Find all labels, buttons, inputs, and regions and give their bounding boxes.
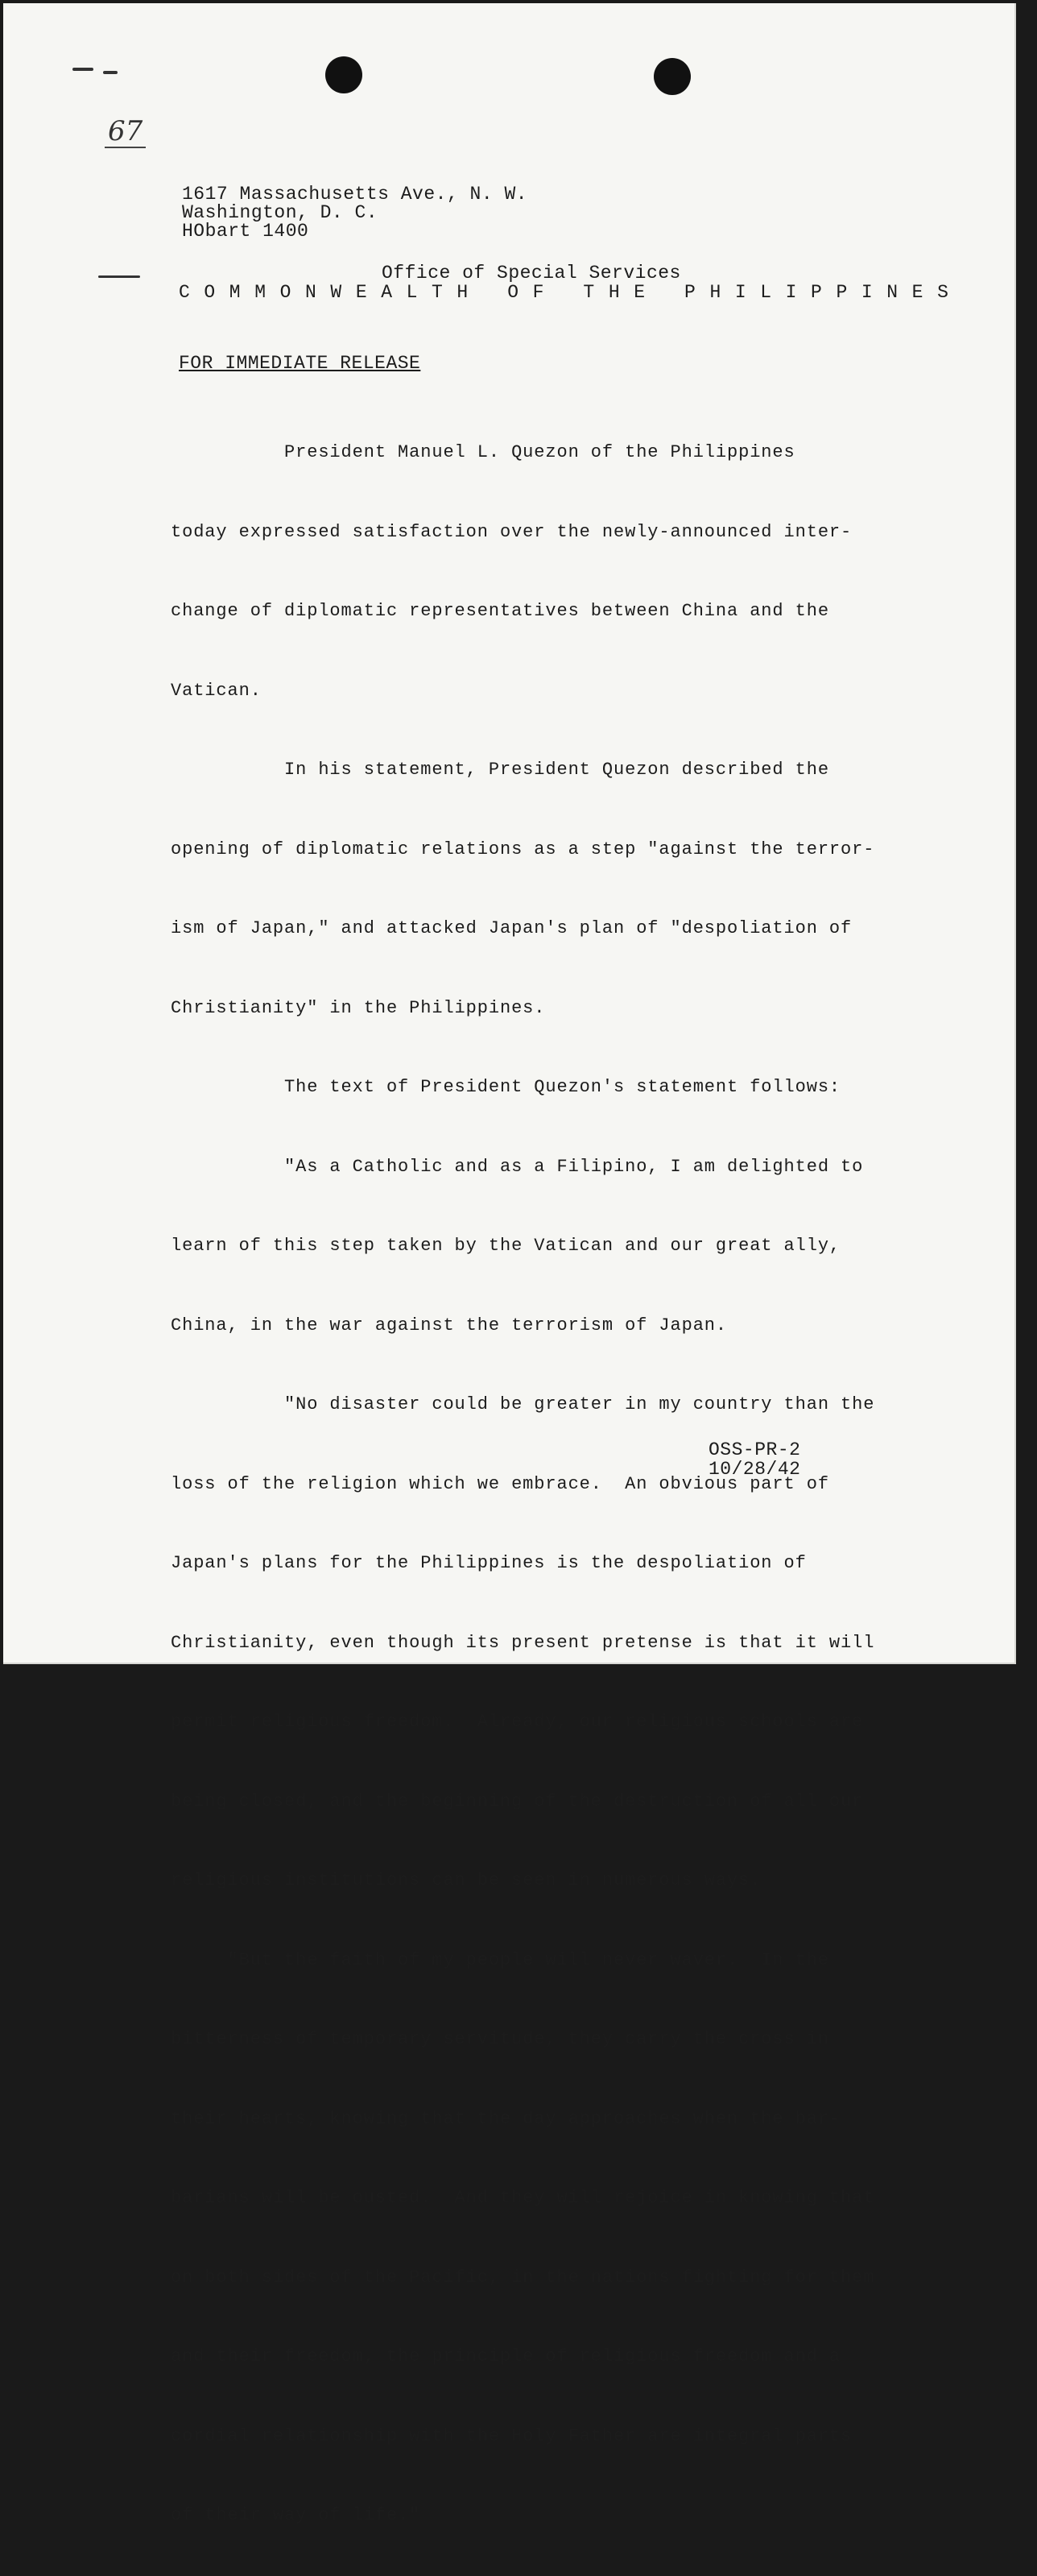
office-title: Office of Special Services	[382, 263, 681, 284]
pencil-mark-left	[98, 275, 140, 278]
organization-title: COMMONWEALTH OF THE PHILIPPINES	[179, 282, 963, 303]
body-line: bitterness of temporary servitude, they carry the cross in	[171, 2029, 829, 2049]
body-line: China, in the war against the terrorism of Japan.	[171, 1315, 728, 1336]
body-line: Christianity" in the Philippines.	[171, 997, 546, 1018]
body-line: "No disaster could be greater in my country than the	[171, 1394, 875, 1414]
body-line: being closed, and the beginning of the destruction of all our	[171, 1791, 864, 1812]
punch-hole-left	[325, 56, 362, 93]
body-line: Christianity, even though its present pretense is that it will	[171, 1632, 875, 1653]
document-page	[3, 3, 1016, 2525]
document-date: 10/28/42	[709, 1459, 801, 1480]
release-label: FOR IMMEDIATE RELEASE	[179, 353, 421, 374]
body-line: opening of diplomatic relations as a step "against the terror-	[171, 839, 875, 859]
body-line: "But the faith of my people will never waver. In the	[171, 1949, 829, 1970]
address-block	[182, 185, 527, 241]
body-line: today expressed satisfaction over the newly-announced inter-	[171, 521, 853, 542]
body-line: religious institutions can be seen in numerous ways.	[171, 1870, 762, 1891]
body-line: and their freedom, the principle of religious freedom and a	[171, 2346, 841, 2367]
punch-hole-right	[654, 58, 691, 95]
body-line: loss of the religion which we embrace. An obvious part of	[171, 1473, 829, 1494]
body-line: In his statement, President Quezon described the	[171, 760, 829, 780]
body-line: change of diplomatic representatives between China and the	[171, 601, 829, 621]
body-line: The text of President Quezon's statement follows:	[171, 1077, 841, 1097]
address-line: Washington, D. C.	[182, 202, 378, 223]
body-line: ism of Japan," and attacked Japan's plan of "despoliation of	[171, 918, 853, 938]
pencil-mark-top-2	[103, 71, 118, 74]
press-release-body	[171, 393, 911, 2576]
body-line: cordial relationship with the Holy Father are integral parts	[171, 2425, 853, 2446]
body-line: permit religious freedom. Already, our religious schools are	[171, 1712, 864, 1732]
handwritten-page-number: 67	[105, 116, 146, 148]
body-line: on both sides of the Pacific, in the nations fighting for them	[171, 2267, 875, 2288]
body-line: learn of this step taken by the Vatican and our great ally,	[171, 1236, 841, 1256]
body-line: Vatican.	[171, 680, 262, 701]
body-line: Japan's plans for the Philippines is the despoliation of	[171, 1553, 807, 1573]
address-line: HObart 1400	[182, 221, 309, 242]
body-line: President Manuel L. Quezon of the Philippines	[171, 442, 795, 462]
document-code: OSS-PR-2	[709, 1439, 801, 1460]
body-line: barians will be ousted. And they will rejoice in knowing that	[171, 2188, 875, 2208]
address-line: 1617 Massachusetts Ave., N. W.	[182, 184, 528, 205]
document-footer	[709, 1440, 800, 1479]
pencil-mark-top	[72, 68, 93, 71]
body-line: "As a Catholic and as a Filipino, I am delighted to	[171, 1156, 864, 1177]
body-line: their hearts, knowing that the day approaches when the bar-	[171, 2108, 841, 2129]
body-line: of their way of life."	[171, 2505, 421, 2525]
